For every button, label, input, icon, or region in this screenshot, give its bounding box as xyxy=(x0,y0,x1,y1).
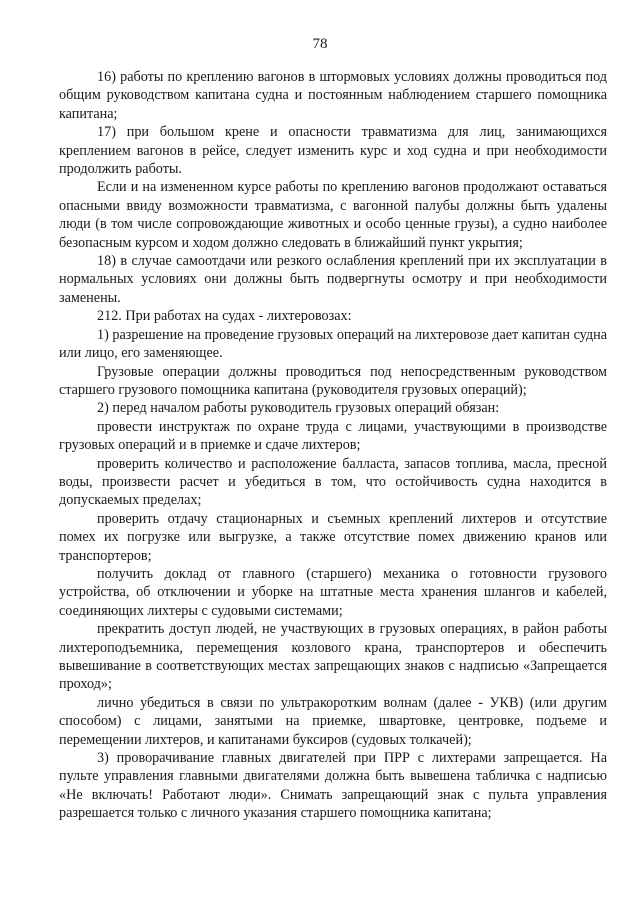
paragraph: провести инструктаж по охране труда с лицами, участвующими в производстве грузовых операций и в приемке и сдаче лихтеров; xyxy=(59,418,607,454)
paragraph: получить доклад от главного (старшего) механика о готовности грузового устройства, об отключении и уборке на штатные места хранения шлангов и кабелей, соединяющих лихтеры с судовыми системами; xyxy=(59,565,607,619)
paragraph: 17) при большом крене и опасности травматизма для лиц, занимающихся креплением вагонов в рейсе, следует изменить курс и ход судна и при необходимости продолжить работы. xyxy=(59,124,607,178)
paragraph: прекратить доступ людей, не участвующих в грузовых операциях, в район работы лихтероподъемника, перемещения козлового крана, транспортеров и обеспечить вывешивание в соответствующих местах запрещающих знаков с надписью «Запрещается проход»; xyxy=(59,621,607,693)
section-heading: 212. При работах на судах - лихтеровозах: xyxy=(97,308,352,325)
paragraph: 1) разрешение на проведение грузовых операций на лихтеровозе дает капитан судна или лицо, его заменяющее. xyxy=(59,326,607,362)
paragraph: 16) работы по креплению вагонов в штормовых условиях должны проводиться под общим руководством капитана судна и постоянным наблюдением старшего помощника капитана; xyxy=(59,69,607,122)
paragraph: 18) в случае самоотдачи или резкого ослабления креплений при их эксплуатации в нормальных условиях они должны быть подвергнуты осмотру и при необходимости заменены. xyxy=(59,253,607,306)
paragraph: проверить отдачу стационарных и съемных креплений лихтеров и отсутствие помех их погрузке или выгрузке, а также отсутствие помех движению кранов или транспортеров; xyxy=(59,510,607,564)
document-body xyxy=(59,68,607,823)
paragraph: проверить количество и расположение балласта, запасов топлива, масла, пресной воды, произвести расчет и убедиться в том, что остойчивость судна находится в допускаемых пределах; xyxy=(59,455,607,509)
page-number: 78 xyxy=(312,36,328,52)
paragraph: 2) перед началом работы руководитель грузовых операций обязан: xyxy=(97,400,500,417)
paragraph: Если и на измененном курсе работы по креплению вагонов продолжают оставаться опасными ввиду возможности травматизма, с вагонной палубы должны быть удалены люди (в том числе сопровождающие животных и особо ценные грузы), а судно наиболее безопасным курсом и ходом должно следовать в ближайший пункт укрытия; xyxy=(59,179,607,251)
paragraph: 3) проворачивание главных двигателей при ПРР с лихтерами запрещается. На пульте управления главными двигателями должна быть вывешена табличка с надписью «Не включать! Работают люди». Снимать запрещающий знак с пульта управления разрешается только с личного указания старшего помощника капитана; xyxy=(59,750,607,822)
paragraph: Грузовые операции должны проводиться под непосредственным руководством старшего грузового помощника капитана (руководителя грузовых операций); xyxy=(59,363,607,398)
paragraph: лично убедиться в связи по ультракоротким волнам (далее - УКВ) (или другим способом) с лицами, занятыми на приемке, швартовке, центровке, подъеме и перемещении лихтеров, и капитанами буксиров (судовых толкачей); xyxy=(59,694,607,748)
